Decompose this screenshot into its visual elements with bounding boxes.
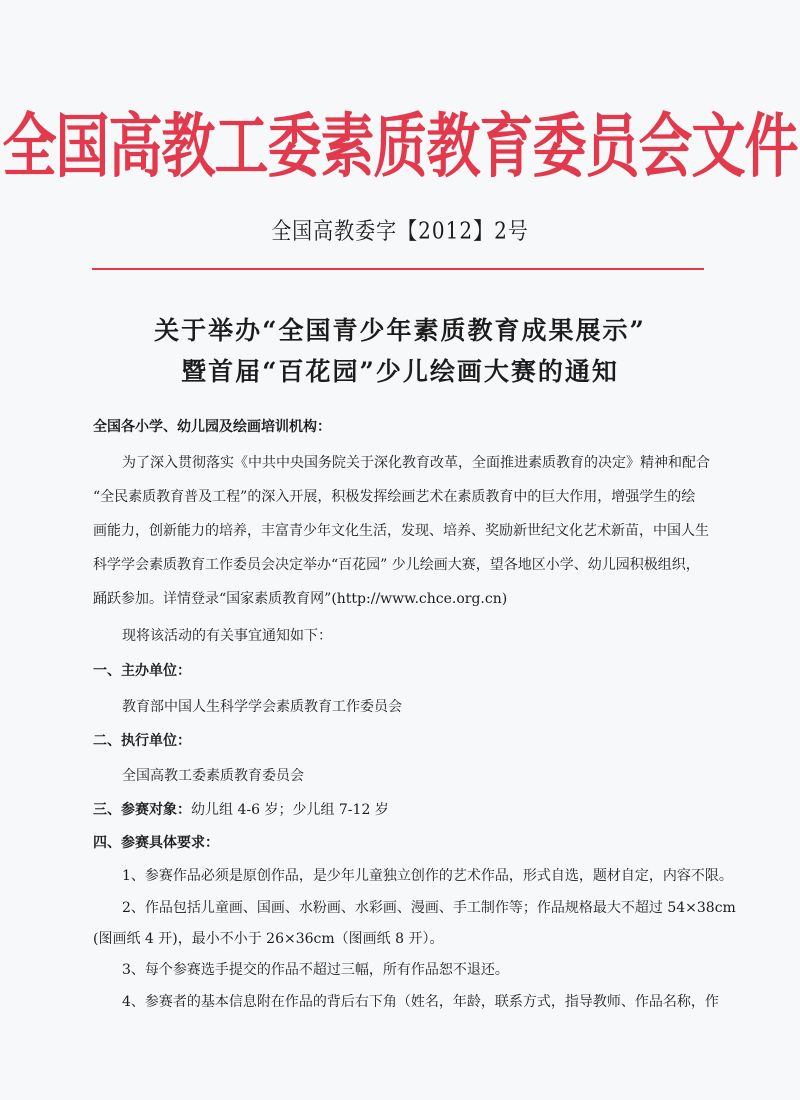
section-content: 幼儿组 4-6 岁；少儿组 7-12 岁 [191,802,389,818]
notice-title-line-2: 暨首届“百花园”少儿绘画大赛的通知 [181,357,619,386]
section-3 [93,799,389,819]
notice-line: 现将该活动的有关事宜通知如下： [122,628,332,644]
requirement-item: 4、参赛者的基本信息附在作品的背后右下角（姓名，年龄，联系方式，指导教师、作品名称，作 [122,994,719,1010]
intro-line: 画能力，创新能力的培养，丰富青少年文化生活，发现、培养、奖励新世纪文化艺术新苗，中国人生 [93,523,709,539]
letterhead-title: 全国高教工委素质教育委员会文件 [2,104,798,187]
requirement-item: 3、每个参赛选手提交的作品不超过三幅，所有作品恕不退还。 [122,962,509,978]
requirement-item: (图画纸 4 开)，最小不小于 26×36cm（图画纸 8 开）。 [93,931,444,947]
section-heading: 四、参赛具体要求： [93,835,219,851]
section-content: 教育部中国人生科学学会素质教育工作委员会 [122,699,402,715]
intro-line: 科学学会素质教育工作委员会决定举办“百花园” 少儿绘画大赛，望各地区小学、幼儿园积极组织， [93,557,700,573]
document-number: 全国高教委字【2012】2号 [271,216,529,245]
section-heading: 三、参赛对象： [93,802,191,818]
intro-line: 为了深入贯彻落实《中共中央国务院关于深化教育改革，全面推进素质教育的决定》精神和配合 [122,455,710,471]
requirement-item: 2、作品包括儿童画、国画、水粉画、水彩画、漫画、手工制作等；作品规格最大不超过 54×38cm [122,900,736,916]
section-content: 全国高教工委素质教育委员会 [122,768,304,784]
notice-title-line-1: 关于举办“全国青少年素质教育成果展示” [154,316,646,345]
red-divider [92,268,704,270]
section-heading: 二、执行单位： [93,733,191,749]
section-heading: 一、主办单位： [93,663,191,679]
intro-line: 踊跃参加。详情登录“国家素质教育网”(http://www.chce.org.cn) [93,591,508,607]
intro-line: “全民素质教育普及工程”的深入开展，积极发挥绘画艺术在素质教育中的巨大作用，增强学生的绘 [93,489,696,505]
addressee: 全国各小学、幼儿园及绘画培训机构： [93,419,331,435]
requirement-item: 1、参赛作品必须是原创作品，是少年儿童独立创作的艺术作品，形式自选，题材自定，内容不限。 [122,868,733,884]
